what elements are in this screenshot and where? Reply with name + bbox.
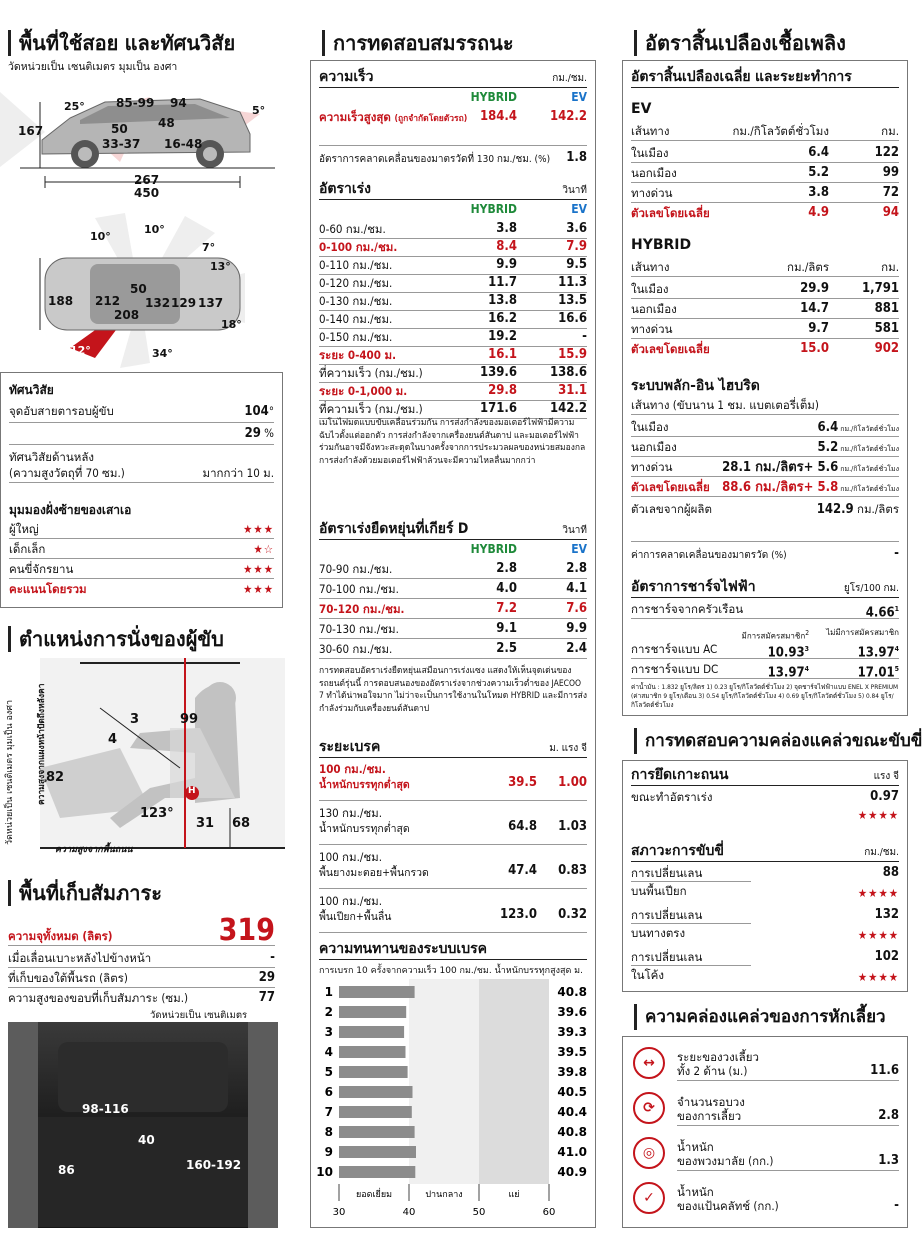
ev-title: EV <box>631 101 652 117</box>
hybrid-row: ตัวเลขโดยเฉลี่ย 15.0 902 <box>631 341 899 356</box>
fade-value: 40.5 <box>557 1085 587 1099</box>
charge-footnote: ค่าน้ำมัน : 1.832 ยูโร/ลิตร 1) 0.23 ยูโร/กิโลวัตต์ชั่วโมง 2) จุดชาร์จไฟฟ้าแบบ ENEL X PREMIUM (ค่าสมาชิก 9 ยูโร/เดือน 3) 0.54 ยูโร/กิโลวัตต์ชั่วโมง 4) 0.69 ยูโร/กิโลวัตต์ชั่วโมง 5) 0.84 ยูโร/กิโลวัตต์ชั่วโมง <box>631 683 899 709</box>
steering-turns-icon: ⟳ <box>633 1092 665 1124</box>
clutch-pedal-icon: ✓ <box>633 1182 665 1214</box>
mfr-row: ตัวเลขจากผู้ผลิต 142.9 กม./ลิตร <box>631 502 899 517</box>
steering-row: น้ำหนัก ของพวงมาลัย (กก.) 1.3 <box>677 1139 899 1171</box>
top-angle-34: 34° <box>152 347 173 360</box>
performance-box: ความเร็ว กม./ชม. HYBRID EV ความเร็วสูงสุด (ถูกจำกัดโดยตัวรถ) 184.4 142.2 อัตราการคลาดเคลื่อนของมาตรวัดที่ 130 กม./ชม. (%) 1.8 อัตราเร่ง วินาที HYBRID EV 0-60 กม./ชม. 3.8 3.6 0-100 กม./ชม. 8.4 7.9 0-110 กม./ชม. 9.9 9.5 0-120 กม./ชม. 11.7 11.3 0-130 กม./ชม. 13.8 13.5 0-140 กม./ชม. 16.2 16.6 0-150 กม./ชม. 19.2 - ระยะ 0-400 ม. 16.1 15.9 ที่ความเร็ว (กม./ชม.) 139.6 138.6 ระยะ 0-1,000 ม. 29.8 31.1 ที่ความเร็ว (กม./ชม.) 171.6 142.2 เมโนไฟมดแบบขับเคลื่อนร่วมกัน การส่งกำลังของมอเตอร์ไฟฟ้ามีความฉับไวตั้งแต่ออกตัว การส่งกำลังจากเครื่องยนต์สันดาป และมอเตอร์ไฟฟ้าร่วมกันอาจมีจังหวะสะดุดในบางครั้งจากการประมวลผลของหน่วยสมองกล การส่งกำลังด้วยมอเตอร์ไฟฟ้าล้วนจะมีความไหลลื่นมากกว่า อัตราเร่งยืดหยุ่นที่เกียร์ D วินาที HYBRID EV 70-90 กม./ชม. 2.8 2.8 70-100 กม./ชม. 4.0 4.1 70-120 กม./ชม. 7.2 7.6 70-130 กม./ชม. 9.1 9.9 30-60 กม./ชม. 2.5 2.4 การทดสอบอัตราเร่งยืดหยุ่นเสมือนการเร่งแซง แสดงให้เห็นจุดเด่นของรถยนต์รุ่นนี้ การตอบสนองของอัตราเร่งจากช่วงความเร็วต่ำของ JAECOO 7 ทำได้น่าพอใจมาก ไม่ว่าจะเป็นการใช้งานในโหมด HYBRID และมีการส่งกำลังร่วมกับเครื่องยนต์สันดาป ระยะเบรค ม. แรง จี 100 กม./ชม. น้ำหนักบรรทุกต่ำสุด 39.5 1.00 130 กม./ชม. น้ำหนักบรรทุกต่ำสุด 64.8 1.03 100 กม./ชม. พื้นยางมะตอย+พื้นกรวด 47.4 0.83 100 กม./ชม. พื้นเปียก+พื้นลื่น 123.0 0.32 ความทนทานของระบบเบรค การเบรก 10 ครั้งจากความเร็ว 100 กม./ชม. น้ำหนักบรรทุกสูงสุด ม. 1 40.8 2 39.6 3 39.3 4 39.5 5 39.8 6 40.5 7 40.4 8 40.8 9 41.0 10 40.9 ยอดเยี่ยม ปานกลาง แย่ 30 40 50 60 <box>310 60 596 1228</box>
elasticity-row: 30-60 กม./ชม. 2.5 2.4 <box>319 639 587 659</box>
fade-header: ความทนทานของระบบเบรค <box>319 939 587 960</box>
fade-row-number: 8 <box>324 1125 333 1139</box>
side-dim-5: 5° <box>252 104 266 117</box>
phev-row: ในเมือง 6.4 กม./กิโลวัตต์ชั่วโมง <box>631 417 899 437</box>
space-unit-note: วัดหน่วยเป็น เซนติเมตร มุมเป็น องศา <box>8 61 178 73</box>
fade-zone-label: ปานกลาง <box>425 1190 463 1200</box>
cargo-row: ความสูงของขอบที่เก็บสัมภาระ (ซม.) 77 <box>8 990 275 1005</box>
fuel-header: อัตราสิ้นเปลืองเฉลี่ย และระยะทำการ <box>631 67 899 88</box>
fade-value: 40.9 <box>557 1165 587 1179</box>
speed-header: ความเร็ว กม./ชม. <box>319 67 587 88</box>
elasticity-note: การทดสอบอัตราเร่งยืดหยุ่นเสมือนการเร่งแซง แสดงให้เห็นจุดเด่นของรถยนต์รุ่นนี้ การตอบสนองของอัตราเร่งจากช่วงความเร็วต่ำของ JAECOO 7 ทำได้น่าพอใจมาก ไม่ว่าจะเป็นการใช้งานในโหมด HYBRID และมีการส่งกำลังร่วมกับเครื่องยนต์สันดาป <box>319 666 587 714</box>
stability-row: การเปลี่ยนเลน บนทางตรง 132 ★★★★ <box>631 907 899 942</box>
top-dim-129: 129 <box>171 296 197 310</box>
brake-row: 100 กม./ชม. น้ำหนักบรรทุกต่ำสุด 39.5 1.00 <box>319 761 587 801</box>
accel-row: ระยะ 0-400 ม. 16.1 15.9 <box>319 347 587 365</box>
zone-poor <box>479 979 549 1184</box>
brake-row: 100 กม./ชม. พื้นยางมะตอย+พื้นกรวด 47.4 0.83 <box>319 849 587 889</box>
ev-row: ทางด่วน 3.8 72 <box>631 183 899 203</box>
brake-header: ระยะเบรค ม. แรง จี <box>319 737 587 758</box>
side-dim-450: 450 <box>134 186 160 200</box>
fade-bar <box>339 1166 415 1178</box>
accel-note: เมโนไฟมดแบบขับเคลื่อนร่วมกัน การส่งกำลังของมอเตอร์ไฟฟ้ามีความฉับไวตั้งแต่ออกตัว การส่งกำลังจากเครื่องยนต์สันดาป และมอเตอร์ไฟฟ้าร่วมกันอาจมีจังหวะสะดุดในบางครั้งจากการประมวลผลของหน่วยสมองกล การส่งกำลังด้วยมอเตอร์ไฟฟ้าล้วนจะมีความไหลลื่นมากกว่า <box>319 418 586 466</box>
fade-value: 41.0 <box>557 1145 587 1159</box>
side-dim-167: 167 <box>18 124 44 138</box>
section-title-seat: ตำแหน่งการนั่งของผู้ขับ <box>8 626 224 652</box>
seat-floor-label: ความสูงจากพื้นถนน <box>55 845 133 855</box>
rear-visibility-row: ทัศนวิสัยด้านหลัง (ความสูงวัตถุที่ 70 ซม.) มากกว่า 10 ม. <box>9 449 274 483</box>
stability-row: การเปลี่ยนเลน บนพื้นเปียก 88 ★★★★ <box>631 865 899 900</box>
fade-bar <box>339 1086 413 1098</box>
charge-home-row: การชาร์จจากครัวเรือน 4.66$^1$ <box>631 602 899 621</box>
top-angle-13: 13° <box>210 260 231 273</box>
top-dim-137: 137 <box>198 296 224 310</box>
steering-weight-icon: ◎ <box>633 1137 665 1169</box>
cargo-unit-note: วัดหน่วยเป็น เซนติเมตร <box>150 1010 248 1021</box>
elasticity-row: 70-130 กม./ชม. 9.1 9.9 <box>319 619 587 639</box>
pillar-row-total: คะแนนโดยรวม ★★★ <box>9 582 274 596</box>
fade-zone-label: แย่ <box>508 1190 520 1200</box>
fade-zone-label: ยอดเยี่ยม <box>355 1190 393 1200</box>
phev-title: ระบบพลัก-อิน ไฮบริด <box>631 378 760 394</box>
brake-row: 130 กม./ชม. น้ำหนักบรรทุกต่ำสุด 64.8 1.03 <box>319 805 587 845</box>
seat-dim-31: 31 <box>196 816 215 831</box>
fade-row-number: 4 <box>324 1045 333 1059</box>
side-dim-267: 267 <box>134 173 160 187</box>
elasticity-row: 70-100 กม./ชม. 4.0 4.1 <box>319 579 587 599</box>
cargo-row: ที่เก็บของใต้พื้นรถ (ลิตร) 29 <box>8 970 275 988</box>
ev-row: ตัวเลขโดยเฉลี่ย 4.9 94 <box>631 205 899 220</box>
hybrid-row: ทางด่วน 9.7 581 <box>631 319 899 339</box>
charge-header: อัตราการชาร์จไฟฟ้า ยูโร/100 กม. <box>631 577 899 598</box>
stability-row: การเปลี่ยนเลน ในโค้ง 102 ★★★★ <box>631 949 899 984</box>
top-dim-132: 132 <box>145 296 171 310</box>
accel-header: อัตราเร่ง วินาที <box>319 179 587 200</box>
section-title-fuel: อัตราสิ้นเปลืองเชื้อเพลิง <box>634 30 846 56</box>
cargo-row: เมื่อเลื่อนเบาะหลังไปข้างหน้า - <box>8 950 275 968</box>
fade-value: 39.6 <box>557 1005 587 1019</box>
grip-header: การยึดเกาะถนน แรง จี <box>631 765 899 786</box>
brake-row: 100 กม./ชม. พื้นเปียก+พื้นลื่น 123.0 0.32 <box>319 893 587 933</box>
accel-row: ที่ความเร็ว (กม./ชม.) 171.6 142.2 <box>319 401 587 419</box>
phev-row: ทางด่วน 28.1 กม./ลิตร+ 5.6 กม./กิโลวัตต์ชั่วโมง <box>631 457 899 477</box>
fade-row-number: 5 <box>324 1065 333 1079</box>
fade-value: 39.5 <box>557 1045 587 1059</box>
fade-bar <box>339 1046 406 1058</box>
phev-head: เส้นทาง (ขับนาน 1 ชม. แบตเตอรี่เต็ม) <box>631 397 899 415</box>
seat-dim-68: 68 <box>232 816 251 831</box>
elasticity-row: 70-90 กม./ชม. 2.8 2.8 <box>319 559 587 579</box>
fade-row-number: 7 <box>324 1105 333 1119</box>
phev-row: นอกเมือง 5.2 กม./กิโลวัตต์ชั่วโมง <box>631 437 899 457</box>
fuel-box: อัตราสิ้นเปลืองเฉลี่ย และระยะทำการ EV เส้นทาง กม./กิโลวัตต์ชั่วโมง กม. ในเมือง 6.4 122 นอกเมือง 5.2 99 ทางด่วน 3.8 72 ตัวเลขโดยเฉลี่ย 4.9 94 HYBRID เส้นทาง กม./ลิตร กม. ในเมือง 29.9 1,791 นอกเมือง 14.7 881 ทางด่วน 9.7 581 ตัวเลขโดยเฉลี่ย 15.0 902 ระบบพลัก-อิน ไฮบริด เส้นทาง (ขับนาน 1 ชม. แบตเตอรี่เต็ม) ในเมือง 6.4 กม./กิโลวัตต์ชั่วโมง นอกเมือง 5.2 กม./กิโลวัตต์ชั่วโมง ทางด่วน 28.1 กม./ลิตร+ 5.6 กม./กิโลวัตต์ชั่วโมง ตัวเลขโดยเฉลี่ย 88.6 กม./ลิตร+ 5.8 กม./กิโลวัตต์ชั่วโมง ตัวเลขจากผู้ผลิต 142.9 กม./ลิตร ค่าการคลาดเคลื่อนของมาตรวัด (%) - อัตราการชาร์จไฟฟ้า ยูโร/100 กม. การชาร์จจากครัวเรือน 4.66$^1$ มีการสมัครสมาชิก$^2$ ไม่มีการสมัครสมาชิก การชาร์จแบบ AC 10.93$^3$ 13.97$^4$ การชาร์จแบบ DC 13.97$^4$ 17.01$^5$ ค่าน้ำมัน : 1.832 ยูโร/ลิตร 1) 0.23 ยูโร/กิโลวัตต์ชั่วโมง 2) จุดชาร์จไฟฟ้าแบบ ENEL X PREMIUM (ค่าสมาชิก 9 ยูโร/เดือน 3) 0.54 ยูโร/กิโลวัตต์ชั่วโมง 4) 0.69 ยูโร/กิโลวัตต์ชั่วโมง 5) 0.84 ยูโร/กิโลวัตต์ชั่วโมง <box>622 60 908 716</box>
hybrid-row: นอกเมือง 14.7 881 <box>631 299 899 319</box>
fade-tick-label: 40 <box>402 1207 416 1218</box>
section-title-cargo: พื้นที่เก็บสัมภาระ <box>8 880 162 906</box>
top-angle-10b: 10° <box>144 223 165 236</box>
accel-row: 0-110 กม./ชม. 9.9 9.5 <box>319 257 587 275</box>
fade-bar <box>339 1026 404 1038</box>
fade-tick-label: 50 <box>472 1207 486 1218</box>
pillar-row: ผู้ใหญ่ ★★★ <box>9 521 274 539</box>
fade-bar <box>339 1106 412 1118</box>
fade-bar <box>339 1126 415 1138</box>
section-title-performance: การทดสอบสมรรถนะ <box>322 30 514 56</box>
section-title-space: พื้นที่ใช้สอย และทัศนวิสัย <box>8 30 235 56</box>
side-dim-85-99: 85-99 <box>116 96 155 110</box>
top-angle-18: 18° <box>221 318 242 331</box>
fade-chart <box>316 979 589 1219</box>
hybrid-head: เส้นทาง กม./ลิตร กม. <box>631 259 899 277</box>
stability-header: สภาวะการขับขี่ กม./ชม. <box>631 841 899 862</box>
cargo-photo <box>8 1022 278 1228</box>
agility-box <box>622 760 908 992</box>
side-dim-50: 50 <box>111 122 128 136</box>
accel-row: ที่ความเร็ว (กม./ชม.) 139.6 138.6 <box>319 365 587 383</box>
pillar-row: เด็กเล็ก ★☆ <box>9 541 274 559</box>
seat-dim-3: 3 <box>130 712 140 727</box>
top-angle-7: 7° <box>202 241 216 254</box>
charge-ac-row: การชาร์จแบบ AC 10.93$^3$ 13.97$^4$ <box>631 642 899 661</box>
visibility-row: จุดอับสายตารอบผู้ขับ 104° <box>9 403 274 423</box>
fade-bar <box>339 1066 408 1078</box>
elasticity-row: 70-120 กม./ชม. 7.2 7.6 <box>319 599 587 619</box>
side-dim-94: 94 <box>170 96 187 110</box>
phev-row: ตัวเลขโดยเฉลี่ย 88.6 กม./ลิตร+ 5.8 กม./กิโลวัตต์ชั่วโมง <box>631 477 899 497</box>
top-dim-208: 208 <box>114 308 140 322</box>
fade-value: 40.4 <box>557 1105 587 1119</box>
ev-head: เส้นทาง กม./กิโลวัตต์ชั่วโมง กม. <box>631 123 899 141</box>
odo-row: ค่าการคลาดเคลื่อนของมาตรวัด (%) - <box>631 541 899 565</box>
cargo-total-row: ความจุทั้งหมด (ลิตร) 319 <box>8 913 275 948</box>
hybrid-row: ในเมือง 29.9 1,791 <box>631 279 899 299</box>
seat-dim-82: 82 <box>46 770 65 785</box>
fade-subtitle: การเบรก 10 ครั้งจากความเร็ว 100 กม./ชม. น้ำหนักบรรทุกสูงสุด ม. <box>319 966 583 976</box>
turning-circle-icon: ↔ <box>633 1047 665 1079</box>
visibility-title: ทัศนวิสัย <box>9 383 54 397</box>
fade-bar <box>339 986 415 998</box>
section-title-agility: การทดสอบความคล่องแคล่วขณะขับขี่ <box>634 728 922 754</box>
top-dim-212: 212 <box>95 294 121 308</box>
seat-side-note: วัดหน่วยเป็น เซนติเมตร มุมเป็น องศา <box>5 699 15 845</box>
fade-tick-label: 30 <box>332 1207 346 1218</box>
top-dim-50: 50 <box>130 282 147 296</box>
top-dim-188: 188 <box>48 294 74 308</box>
cargo-dim-height: 40 <box>138 1133 155 1147</box>
pillar-row: คนขี่จักรยาน ★★★ <box>9 561 274 579</box>
cargo-dim-width: 98-116 <box>82 1102 129 1116</box>
steering-row: ระยะของวงเลี้ยว ทั้ง 2 ด้าน (ม.) 11.6 <box>677 1049 899 1081</box>
side-dim-48: 48 <box>158 116 175 130</box>
fade-value: 39.8 <box>557 1065 587 1079</box>
grip-row: ขณะทำอัตราเร่ง 0.97 <box>631 789 899 804</box>
side-dim-25: 25° <box>64 100 85 113</box>
fade-row-number: 9 <box>324 1145 333 1159</box>
seat-h-point: H <box>188 786 196 796</box>
ev-row: นอกเมือง 5.2 99 <box>631 163 899 183</box>
pillar-title: มุมมองฝั่งซ้ายของเสาเอ <box>9 503 132 517</box>
zone-average <box>409 979 479 1184</box>
fade-row-number: 6 <box>324 1085 333 1099</box>
fade-tick-label: 60 <box>542 1207 556 1218</box>
fade-value: 40.8 <box>557 1125 587 1139</box>
seat-angle-123: 123° <box>140 806 174 821</box>
top-angle-12: 12° <box>70 344 91 357</box>
seat-vertical-label: ความสูงจากแผงหน้าปัดถึงหลังคา <box>37 683 47 805</box>
section-title-steering: ความคล่องแคล่วของการหักเลี้ยว <box>634 1004 886 1030</box>
accel-row: 0-60 กม./ชม. 3.8 3.6 <box>319 221 587 239</box>
accel-row: 0-150 กม./ชม. 19.2 - <box>319 329 587 347</box>
hybrid-title: HYBRID <box>631 237 692 253</box>
charge-dc-row: การชาร์จแบบ DC 13.97$^4$ 17.01$^5$ <box>631 662 899 681</box>
accel-row: ระยะ 0-1,000 ม. 29.8 31.1 <box>319 383 587 401</box>
elasticity-header: อัตราเร่งยืดหยุ่นที่เกียร์ D วินาที <box>319 519 587 540</box>
fade-bar <box>339 1006 406 1018</box>
seat-dim-4: 4 <box>108 732 118 747</box>
top-angle-10a: 10° <box>90 230 111 243</box>
accel-row: 0-130 กม./ชม. 13.8 13.5 <box>319 293 587 311</box>
fade-row-number: 1 <box>324 985 333 999</box>
visibility-box <box>0 372 283 608</box>
grip-stars: ★★★★ <box>857 808 899 822</box>
cargo-dim-depth: 86 <box>58 1163 75 1177</box>
fade-row-number: 10 <box>316 1165 333 1179</box>
accel-row: 0-140 กม./ชม. 16.2 16.6 <box>319 311 587 329</box>
accel-row: 0-120 กม./ชม. 11.7 11.3 <box>319 275 587 293</box>
side-dim-16-48: 16-48 <box>164 137 203 151</box>
steering-box <box>622 1036 908 1228</box>
speedo-row: อัตราการคลาดเคลื่อนของมาตรวัดที่ 130 กม./ชม. (%) 1.8 <box>319 145 587 169</box>
steering-row: จำนวนรอบวง ของการเลี้ยว 2.8 <box>677 1094 899 1126</box>
fade-bar <box>339 1146 416 1158</box>
fade-value: 40.8 <box>557 985 587 999</box>
visibility-row: 29 % <box>9 425 274 445</box>
seat-dim-99: 99 <box>180 712 199 727</box>
cargo-dim-length: 160-192 <box>186 1158 242 1172</box>
fade-value: 39.3 <box>557 1025 587 1039</box>
fade-row-number: 2 <box>324 1005 333 1019</box>
fade-row-number: 3 <box>324 1025 333 1039</box>
side-dim-33-37: 33-37 <box>102 137 141 151</box>
steering-row: น้ำหนัก ของแป้นคลัทช์ (กก.) - <box>677 1185 899 1213</box>
ev-row: ในเมือง 6.4 122 <box>631 143 899 163</box>
accel-row: 0-100 กม./ชม. 8.4 7.9 <box>319 239 587 257</box>
